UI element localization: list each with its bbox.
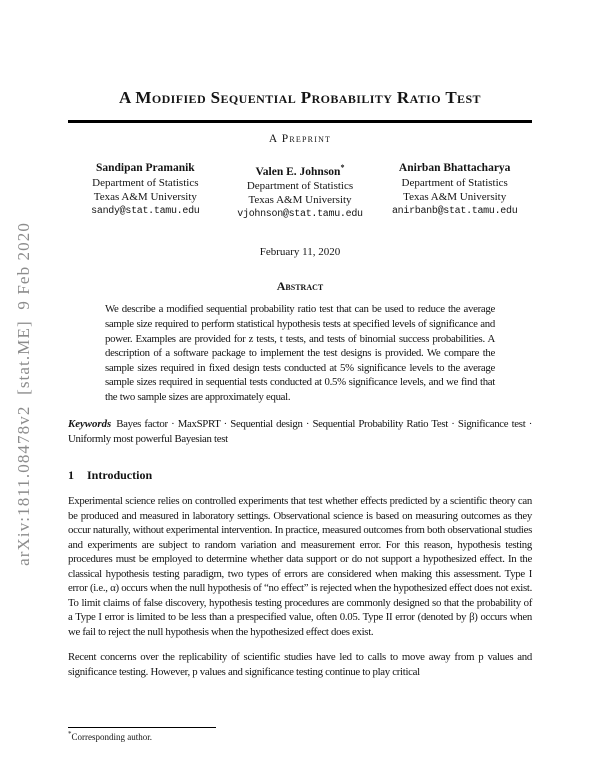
- author-2-department: Department of Statistics: [246, 180, 354, 193]
- abstract-heading: Abstract: [276, 279, 324, 294]
- abstract-text: We describe a modified sequential probability ratio test that can be used to reduce the average sample size required to perform statistical hypothesis tests at specified levels of significance and power. Examples are provided for z tests, t tests, and tests of binomial success probabilities. A description of a software package to implement the test designs is provided. We compare the sample sizes required in fixed design tests conducted at 5% significance levels to the average sample sizes required in sequential tests conducted at 0.5% significance levels, and we find that the two sample sizes are approximately equal.: [105, 303, 495, 403]
- footnote-rule: [68, 727, 216, 728]
- author-3-name: [377, 161, 532, 175]
- intro-paragraph-1: Experimental science relies on controlled experiments that test whether effects predicted by a scientific theory can be produced and measured in laboratory settings. Observational science is based on measuring outcomes as they occur naturally, without experimental intervention. In practice, measured outcomes from both observational studies and experiments are subject to random variation and measurement error. For this reason, hypothesis testing procedures must be employed to determine whether data support or do not support a hypothesized effect. In the classical hypothesis testing paradigm, two types of errors are considered when making this assessment. Type I error (i.e., α) occurs when the null hypothesis of “no effect” is rejected when the hypothesized effect does not exist. To limit claims of false discovery, hypothesis testing procedures are commonly designed so that the probability of a Type I error is limited to be less than a prespecified value, often 0.05. Type II error (denoted by β) occurs when we fail to reject the null hypothesis when the hypothesized effect does exist.: [68, 495, 532, 638]
- intro-paragraph-2: Recent concerns over the replicability of scientific studies have led to calls to move away from p values and significance testing. However, p values and significance testing continue to play critical: [68, 651, 532, 678]
- corresponding-author-marker: *: [340, 162, 345, 172]
- author-1-email: sandy@stat.tamu.edu: [91, 205, 200, 217]
- keywords-text: Bayes factor · MaxSPRT · Sequential design · Sequential Probability Ratio Test · Significance test · Uniformly most powerful Bayesian test: [68, 418, 532, 446]
- author-3-email: anirbanb@stat.tamu.edu: [391, 205, 518, 217]
- author-1: [68, 161, 223, 223]
- section-1-number: 1: [68, 468, 74, 483]
- preprint-label: A Preprint: [268, 132, 332, 145]
- author-3: [377, 161, 532, 223]
- author-1-name-text: Sandipan Pramanik: [95, 161, 195, 174]
- author-3-university: Texas A&M University: [403, 190, 507, 203]
- keywords-line: [68, 417, 532, 447]
- author-1-university: Texas A&M University: [93, 190, 197, 203]
- author-2-name: [223, 161, 378, 179]
- footnote: [68, 727, 532, 742]
- author-2-email: vjohnson@stat.tamu.edu: [237, 209, 363, 221]
- author-3-department: Department of Statistics: [401, 176, 508, 189]
- author-1-department: Department of Statistics: [92, 176, 199, 189]
- author-1-name: [68, 161, 223, 175]
- author-2: [223, 161, 378, 223]
- paper-date: February 11, 2020: [259, 246, 341, 259]
- footnote-marker: *: [68, 730, 72, 738]
- keywords-label: Keywords: [68, 418, 112, 431]
- section-1-title: Introduction: [87, 468, 153, 483]
- author-3-name-text: Anirban Bhattacharya: [398, 161, 511, 174]
- arxiv-stamp: arXiv:1811.08478v2 [stat.ME] 9 Feb 2020: [14, 222, 33, 566]
- author-2-university: Texas A&M University: [248, 194, 352, 207]
- section-1-heading: [68, 468, 532, 483]
- footnote-text: [68, 730, 532, 742]
- authors-block: [68, 161, 532, 223]
- paper-title: A Modified Sequential Probability Ratio Test: [119, 88, 481, 107]
- author-2-name-text: Valen E. Johnson: [255, 165, 341, 178]
- title-rule: [68, 120, 532, 123]
- footnote-label: Corresponding author.: [71, 732, 152, 742]
